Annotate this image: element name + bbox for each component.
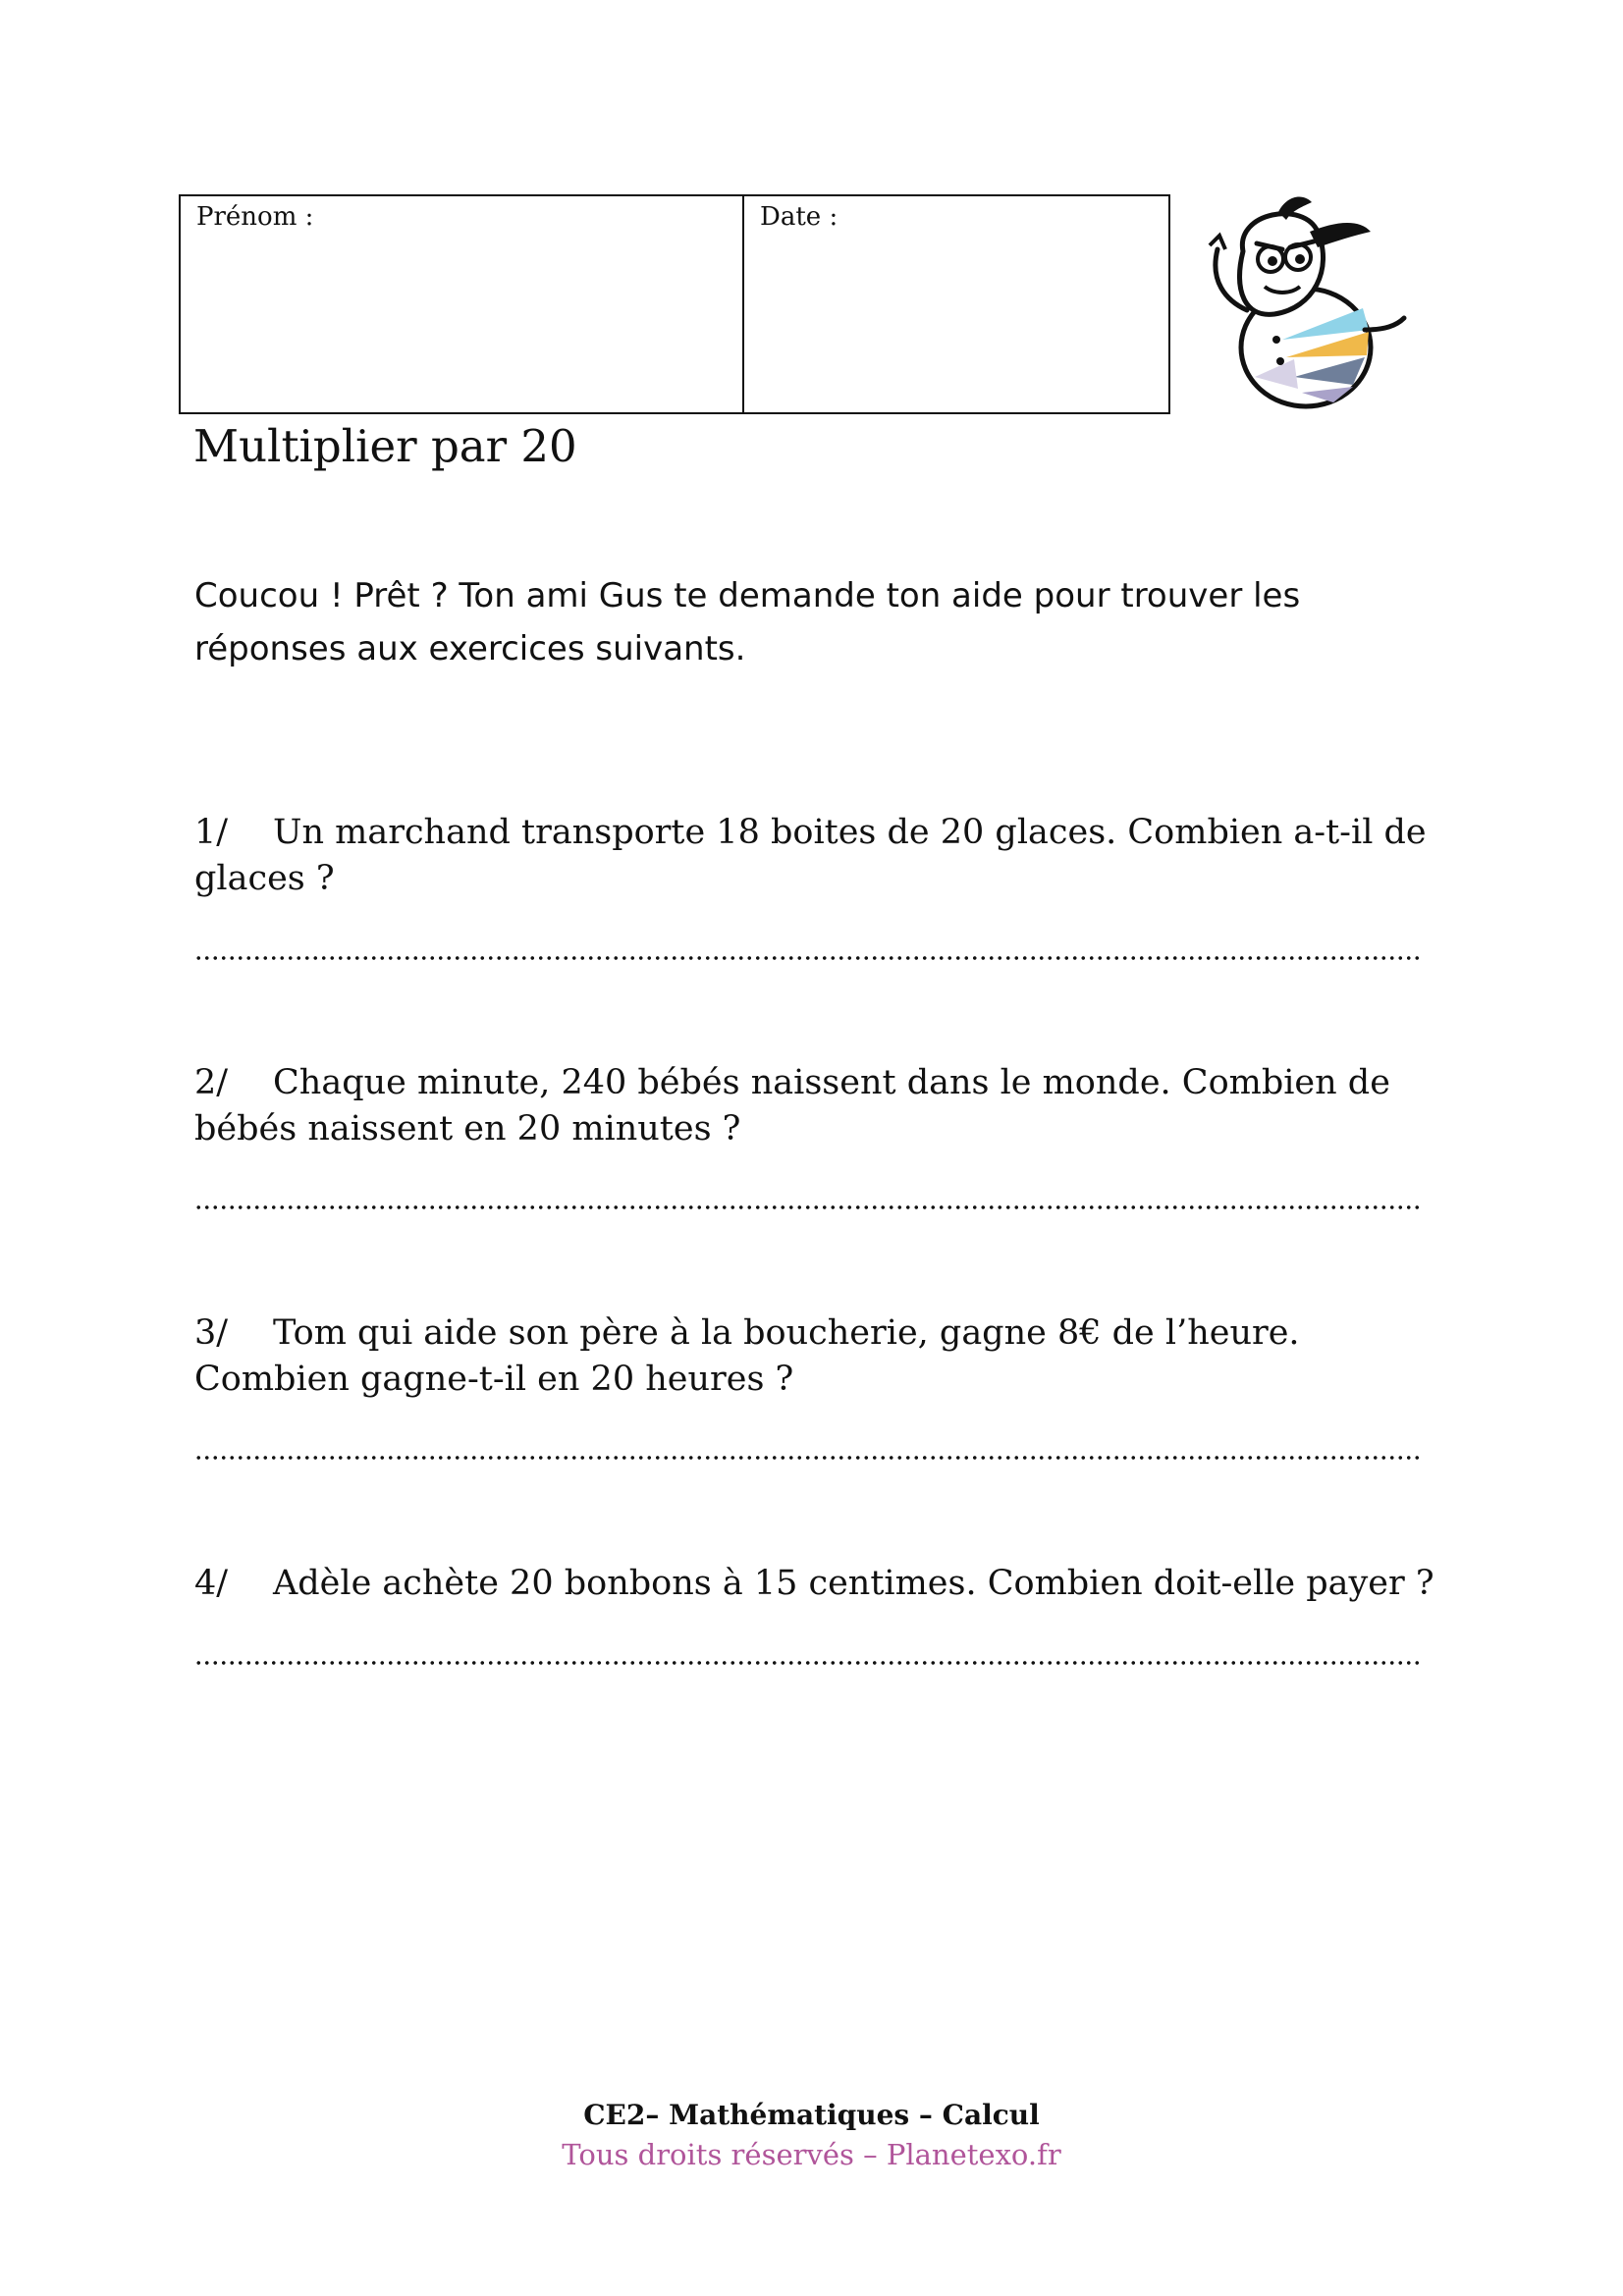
date-field[interactable] — [744, 196, 1168, 412]
exercise-text: Tom qui aide son père à la boucherie, gagne 8€ de l’heure. — [273, 1313, 1300, 1353]
exercise-2 — [194, 1060, 1471, 1152]
exercise-text: Un marchand transporte 18 boites de 20 glaces. Combien a-t-il de — [273, 813, 1427, 852]
intro-line-2: réponses aux exercices suivants. — [194, 629, 746, 668]
name-label: Prénom : — [196, 202, 314, 232]
exercise-text: Chaque minute, 240 bébés naissent dans le monde. Combien de — [273, 1063, 1390, 1102]
date-label: Date : — [760, 202, 839, 232]
exercise-text-continued: bébés naissent en 20 minutes ? — [194, 1109, 741, 1148]
answer-line-4[interactable] — [194, 1655, 1424, 1671]
footer-subject: CE2– Mathématiques – Calcul — [583, 2099, 1040, 2131]
footer-copyright: Tous droits réservés – Planetexo.fr — [562, 2138, 1061, 2171]
name-field[interactable] — [181, 196, 744, 412]
intro-line-1: Coucou ! Prêt ? Ton ami Gus te demande ton aide pour trouver les — [194, 576, 1301, 615]
exercise-3 — [194, 1310, 1471, 1403]
exercise-number: 3/ — [194, 1313, 229, 1353]
exercise-4 — [194, 1561, 1471, 1607]
answer-line-2[interactable] — [194, 1200, 1424, 1215]
exercise-1 — [194, 810, 1471, 902]
exercise-text-continued: glaces ? — [194, 859, 335, 898]
exercise-text-continued: Combien gagne-t-il en 20 heures ? — [194, 1360, 794, 1399]
answer-line-3[interactable] — [194, 1450, 1424, 1466]
exercise-text: Adèle achète 20 bonbons à 15 centimes. Combien doit-elle payer ? — [273, 1564, 1434, 1603]
intro-text — [194, 569, 1471, 675]
sheep-mascot-icon — [1196, 192, 1414, 414]
exercise-number: 1/ — [194, 813, 229, 852]
exercise-number: 2/ — [194, 1063, 229, 1102]
student-info-table — [179, 194, 1170, 414]
answer-line-1[interactable] — [194, 950, 1424, 966]
page-title: Multiplier par 20 — [193, 420, 577, 472]
exercise-number: 4/ — [194, 1564, 229, 1603]
